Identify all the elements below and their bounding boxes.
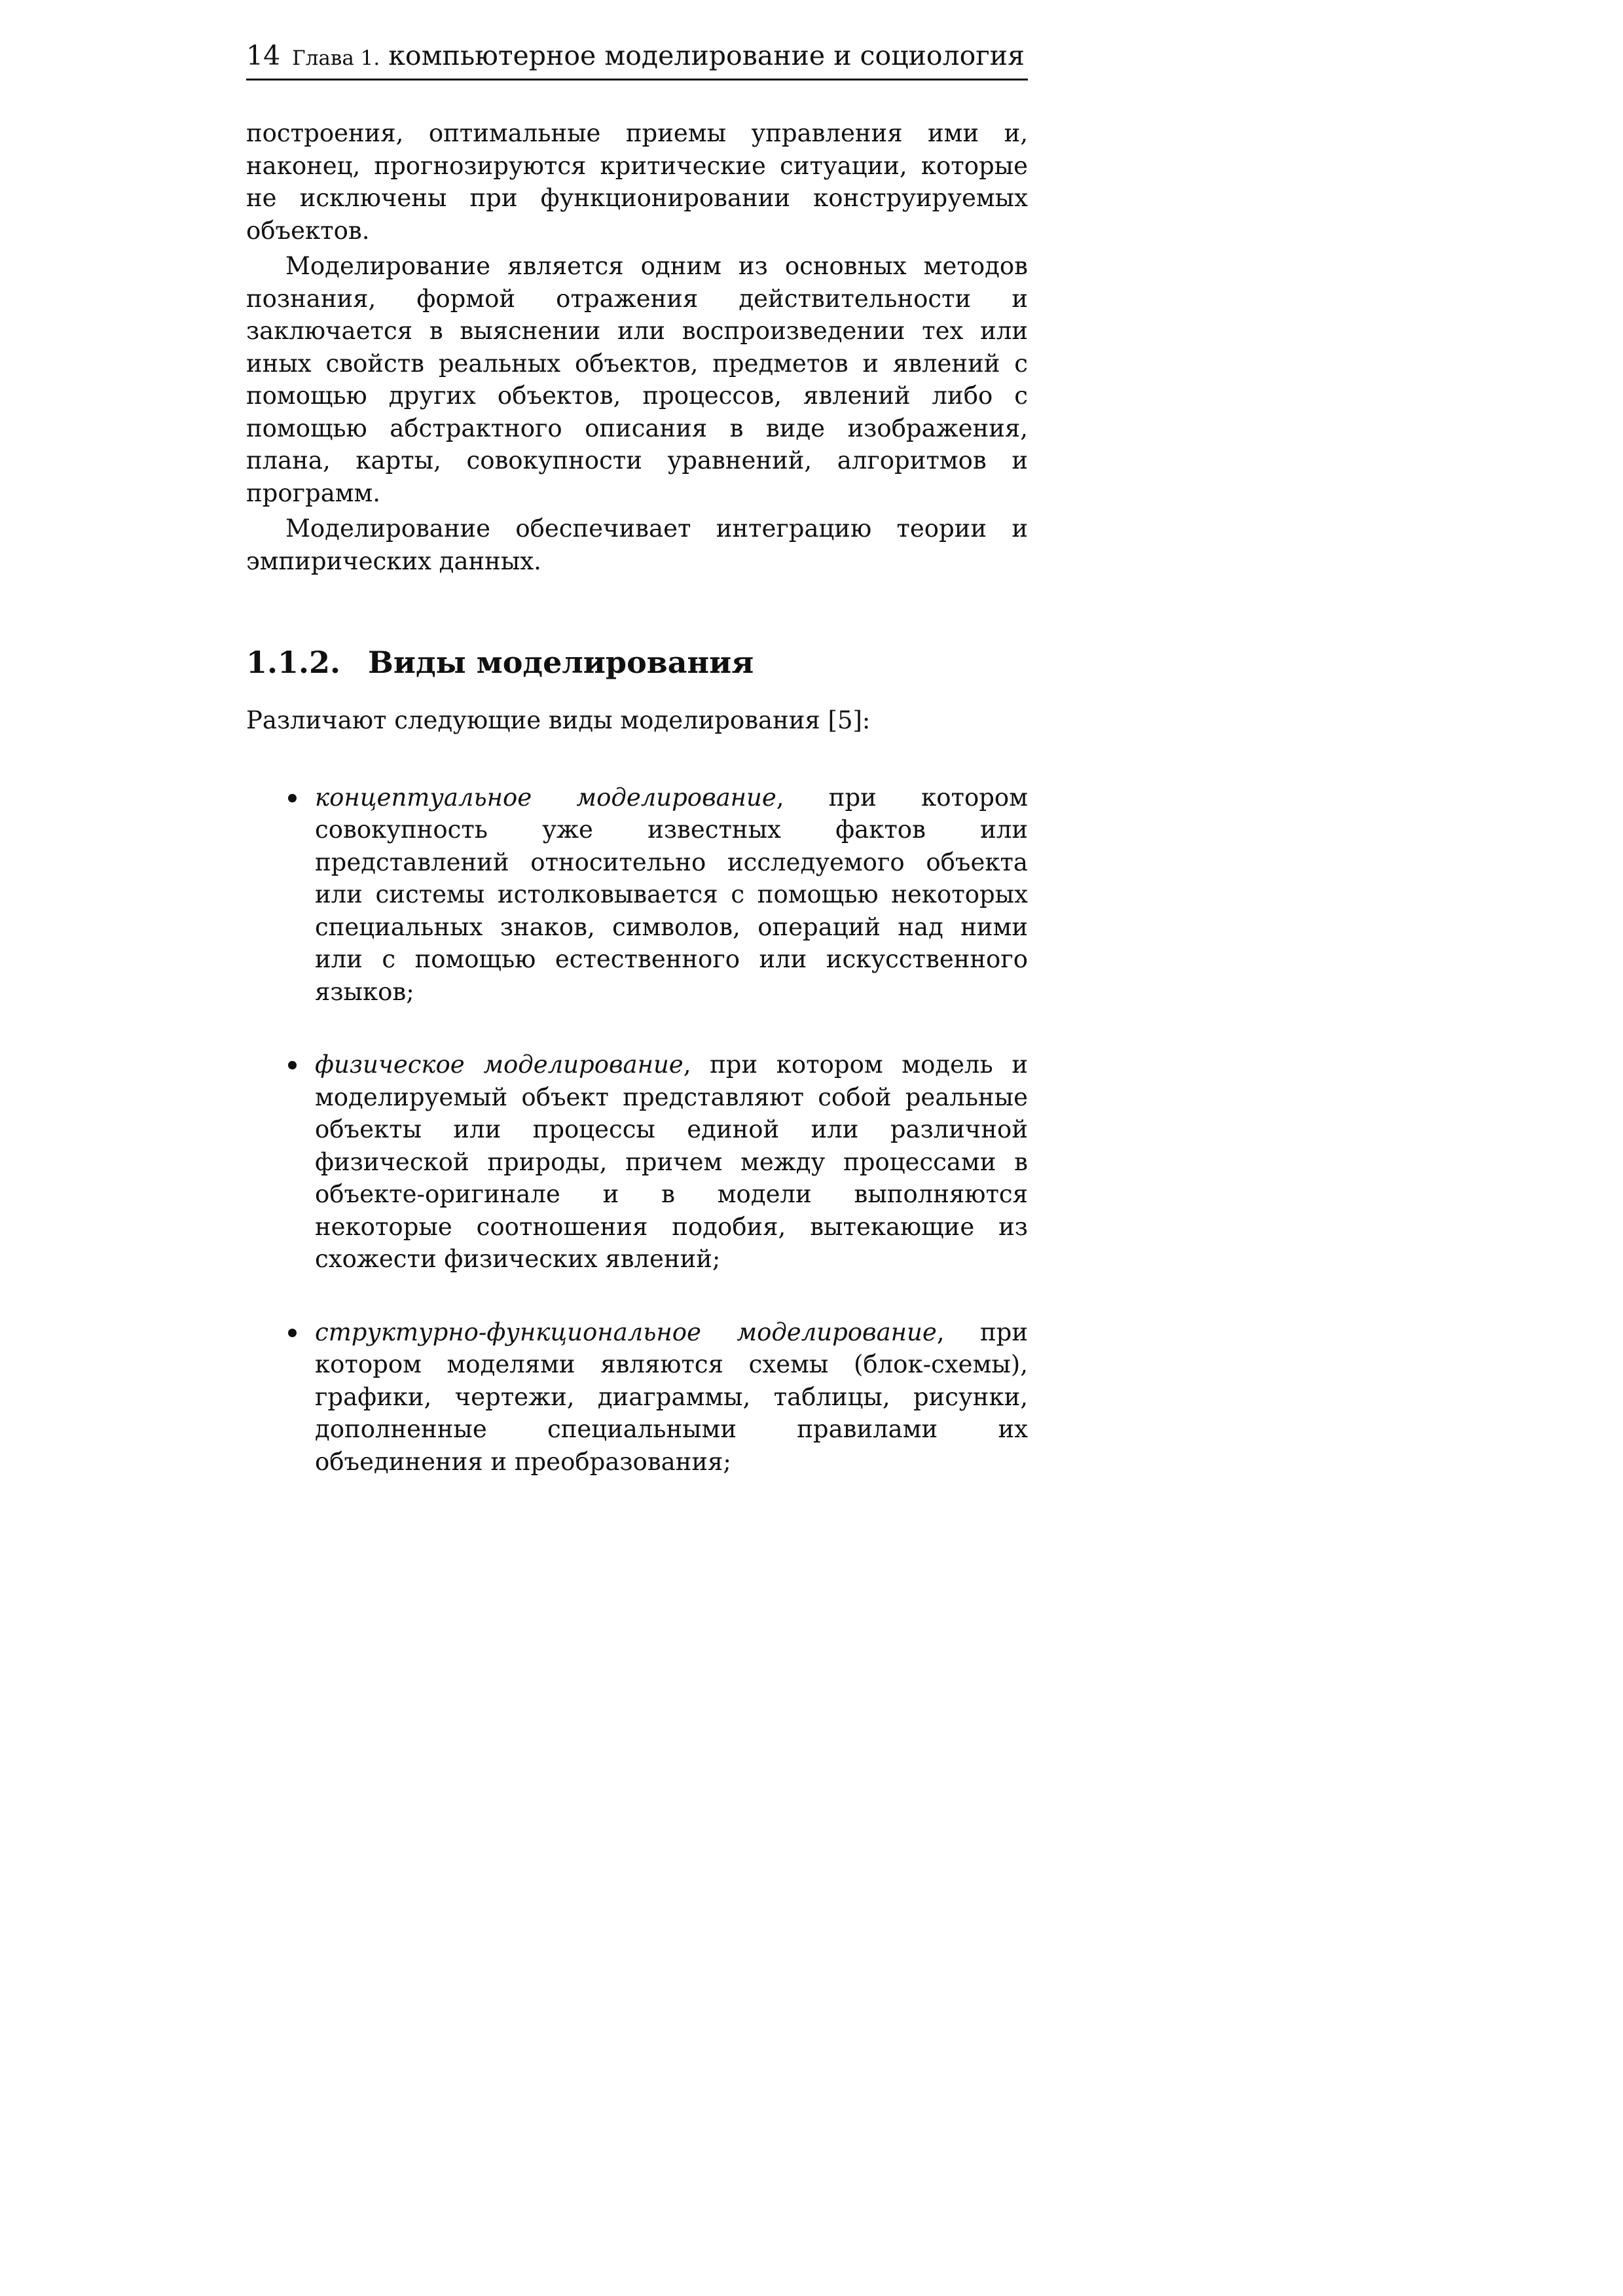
modeling-types-list (246, 781, 1028, 1479)
item-text: , при котором совокупность уже известных фактов или представлений относительно исследуемого объекта или системы истолковывается с помощью некоторых специальных знаков, символов, операций над ними или с помощью естественного или искусственного языков; (315, 783, 1028, 1006)
item-text: , при котором моделями являются схемы (блок-схемы), графики, чертежи, диаграммы, таблицы, рисунки, дополненные специальными правилами их объединения и преобразования; (315, 1318, 1028, 1476)
section-title: Виды моделирования (368, 645, 754, 680)
chapter-label: Глава 1. (292, 46, 380, 70)
bullet-icon (288, 1061, 297, 1069)
page-number: 14 (246, 40, 281, 71)
list-item (315, 781, 1028, 1009)
paragraph-continuation: построения, оптимальные приемы управления ими и, наконец, прогнозируются критические ситуации, которые не исключены при функционировании конструируемых объектов. (246, 119, 1028, 245)
paragraph-modeling-integration: Моделирование обеспечивает интеграцию теории и эмпирических данных. (246, 514, 1028, 575)
list-item (315, 1316, 1028, 1479)
item-term: физическое моделирование (315, 1050, 684, 1079)
bullet-icon (288, 1329, 297, 1337)
section-heading (246, 643, 1028, 682)
item-text: , при котором модель и моделируемый объект представляют собой реальные объекты или процессы единой или различной физической природы, причем между процессами в объекте-оригинале и в модели выполняются некоторые соотношения подобия, вытекающие из схожести физических явлений; (315, 1050, 1028, 1273)
item-term: структурно-функциональное моделирование (315, 1318, 937, 1346)
bullet-icon (288, 794, 297, 802)
body-text (246, 117, 1028, 1478)
section-number: 1.1.2. (246, 645, 341, 680)
book-page (246, 33, 1028, 1478)
paragraph-modeling-definition: Моделирование является одним из основных методов познания, формой отражения действительности и заключается в выяснении или воспроизведении тех или иных свойств реальных объектов, предметов и явлений с помощью других объектов, процессов, явлений либо с помощью абстрактного описания в виде изображения, плана, карты, совокупности уравнений, алгоритмов и программ. (246, 252, 1028, 507)
running-header (246, 33, 1028, 81)
chapter-title: компьютерное моделирование и социология (388, 40, 1025, 71)
section-intro: Различают следующие виды моделирования [5]: (246, 706, 871, 734)
list-item (315, 1049, 1028, 1276)
item-term: концептуальное моделирование (315, 783, 776, 812)
